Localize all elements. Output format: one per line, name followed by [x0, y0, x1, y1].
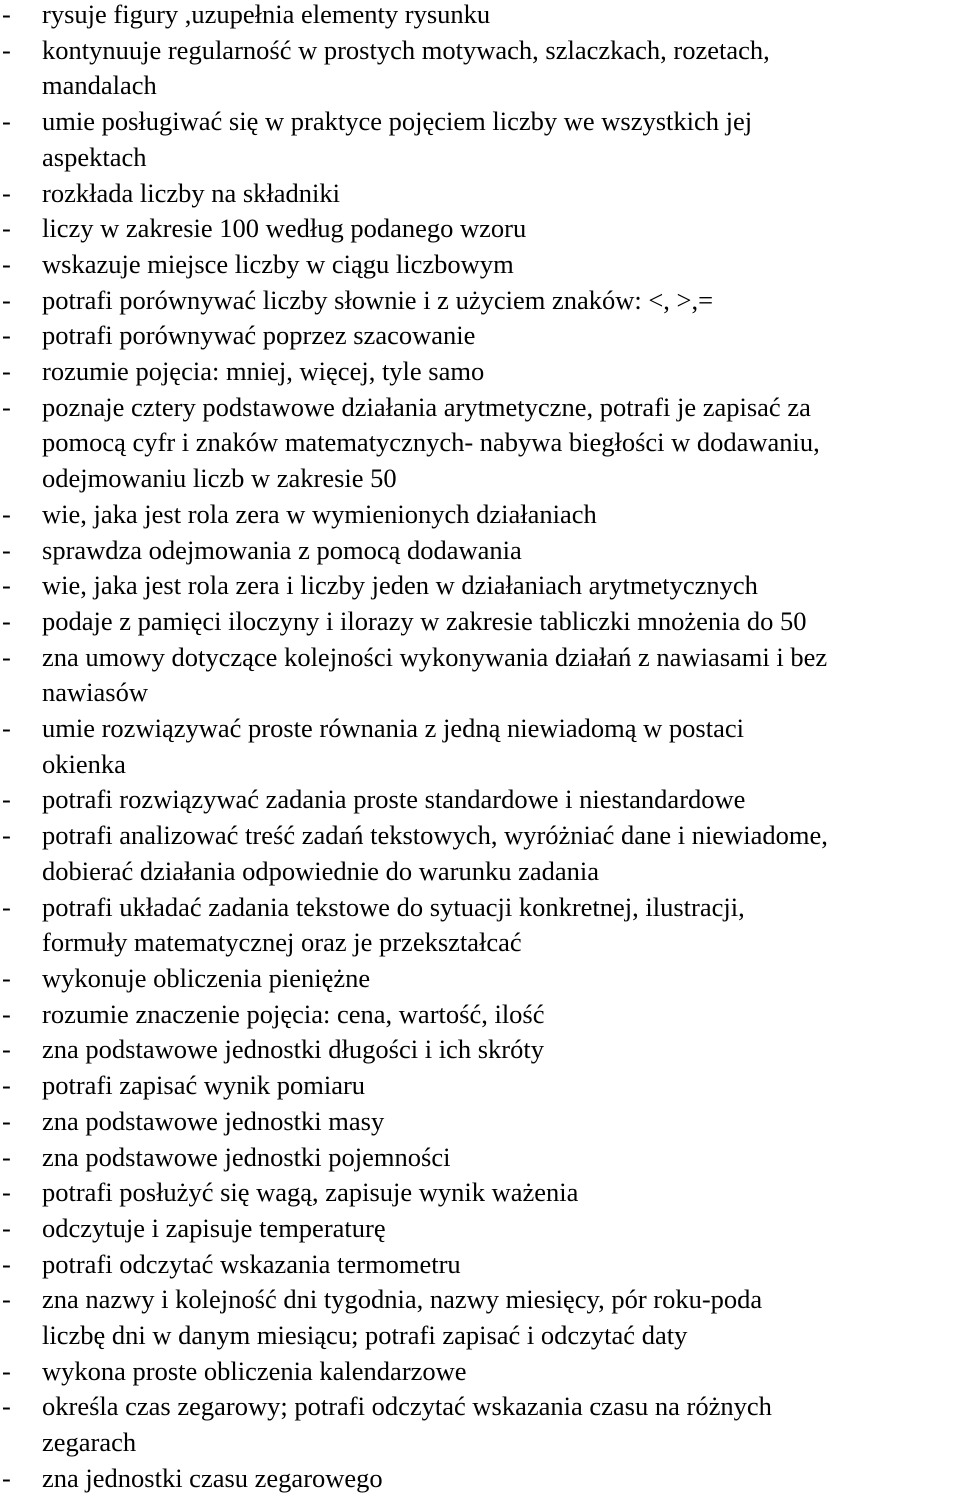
text-line: zegarach	[42, 1427, 137, 1458]
text-line: potrafi analizować treść zadań tekstowych, wyróżniać dane i niewiadome,	[42, 820, 828, 851]
list-item	[0, 318, 960, 354]
list-item	[0, 711, 960, 782]
list-item-text	[42, 1389, 960, 1460]
list-item	[0, 1389, 960, 1460]
text-line: formuły matematycznej oraz je przekształcać	[42, 927, 522, 958]
bullet-dash: -	[2, 1284, 11, 1315]
list-item	[0, 0, 960, 33]
bullet-dash: -	[2, 356, 11, 387]
text-line: potrafi posłużyć się wagą, zapisuje wynik ważenia	[42, 1177, 579, 1208]
text-line: liczbę dni w danym miesiącu; potrafi zapisać i odczytać daty	[42, 1320, 688, 1351]
list-item	[0, 104, 960, 175]
list-item	[0, 890, 960, 961]
list-item-text	[42, 997, 960, 1033]
list-item-text	[42, 1282, 960, 1353]
text-line: nawiasów	[42, 677, 148, 708]
list-item	[0, 283, 960, 319]
list-item	[0, 1032, 960, 1068]
text-line: umie posługiwać się w praktyce pojęciem liczby we wszystkich jej	[42, 106, 753, 137]
list-item	[0, 782, 960, 818]
text-line: zna nazwy i kolejność dni tygodnia, nazwy miesięcy, pór roku-poda	[42, 1284, 763, 1315]
list-item-text	[42, 247, 960, 283]
list-item-text	[42, 211, 960, 247]
text-line: zna podstawowe jednostki pojemności	[42, 1141, 451, 1172]
list-item	[0, 604, 960, 640]
bullet-dash: -	[2, 570, 11, 601]
bullet-dash: -	[2, 891, 11, 922]
text-line: określa czas zegarowy; potrafi odczytać wskazania czasu na różnych	[42, 1391, 772, 1422]
bullet-dash: -	[2, 1462, 11, 1493]
text-line: wie, jaka jest rola zera i liczby jeden w działaniach arytmetycznych	[42, 570, 758, 601]
list-item-text	[42, 1247, 960, 1283]
list-item	[0, 1068, 960, 1104]
text-line: wykona proste obliczenia kalendarzowe	[42, 1355, 467, 1386]
list-item-text	[42, 354, 960, 390]
bullet-dash: -	[2, 177, 11, 208]
bullet-dash: -	[2, 1355, 11, 1386]
bullet-dash: -	[2, 248, 11, 279]
bullet-dash: -	[2, 106, 11, 137]
list-item-text	[42, 818, 960, 889]
text-line: aspektach	[42, 141, 147, 172]
bullet-dash: -	[2, 820, 11, 851]
text-line: zna podstawowe jednostki masy	[42, 1105, 385, 1136]
list-item-text	[42, 782, 960, 818]
bullet-dash: -	[2, 962, 11, 993]
text-line: liczy w zakresie 100 według podanego wzoru	[42, 213, 527, 244]
text-line: potrafi układać zadania tekstowe do sytuacji konkretnej, ilustracji,	[42, 891, 745, 922]
list-item	[0, 568, 960, 604]
list-item-text	[42, 1354, 960, 1390]
list-item	[0, 1175, 960, 1211]
list-item	[0, 497, 960, 533]
text-line: wskazuje miejsce liczby w ciągu liczbowym	[42, 248, 514, 279]
bullet-dash: -	[2, 0, 11, 29]
bullet-dash: -	[2, 1141, 11, 1172]
text-line: zna podstawowe jednostki długości i ich skróty	[42, 1034, 544, 1065]
list-item-text	[42, 568, 960, 604]
list-item	[0, 1211, 960, 1247]
bullet-dash: -	[2, 713, 11, 744]
list-item-text	[42, 283, 960, 319]
text-line: rozumie pojęcia: mniej, więcej, tyle samo	[42, 356, 485, 387]
list-item-text	[42, 1211, 960, 1247]
text-line: mandalach	[42, 70, 157, 101]
bullet-dash: -	[2, 391, 11, 422]
text-line: wykonuje obliczenia pieniężne	[42, 962, 371, 993]
list-item-text	[42, 1068, 960, 1104]
text-line: umie rozwiązywać proste równania z jedną niewiadomą w postaci	[42, 713, 744, 744]
text-line: pomocą cyfr i znaków matematycznych- nabywa biegłości w dodawaniu,	[42, 427, 820, 458]
list-item	[0, 961, 960, 997]
text-line: okienka	[42, 748, 126, 779]
list-item-text	[42, 961, 960, 997]
text-line: kontynuuje regularność w prostych motywach, szlaczkach, rozetach,	[42, 34, 770, 65]
text-line: odczytuje i zapisuje temperaturę	[42, 1212, 386, 1243]
bullet-dash: -	[2, 641, 11, 672]
text-line: potrafi porównywać poprzez szacowanie	[42, 320, 476, 351]
list-item-text	[42, 1032, 960, 1068]
bullet-dash: -	[2, 1177, 11, 1208]
list-item	[0, 390, 960, 497]
list-item-text	[42, 1461, 960, 1497]
list-item-text	[42, 640, 960, 711]
bullet-dash: -	[2, 1070, 11, 1101]
text-line: potrafi zapisać wynik pomiaru	[42, 1070, 366, 1101]
list-item	[0, 1140, 960, 1176]
bullet-dash: -	[2, 1391, 11, 1422]
text-line: odejmowaniu liczb w zakresie 50	[42, 463, 397, 494]
bullet-dash: -	[2, 534, 11, 565]
bullet-dash: -	[2, 498, 11, 529]
text-line: rysuje figury ,uzupełnia elementy rysunku	[42, 0, 491, 29]
list-item	[0, 640, 960, 711]
text-line: zna jednostki czasu zegarowego	[42, 1462, 383, 1493]
list-item-text	[42, 0, 960, 33]
list-item	[0, 1282, 960, 1353]
text-line: dobierać działania odpowiednie do warunku zadania	[42, 855, 600, 886]
bullet-dash: -	[2, 284, 11, 315]
list-item-text	[42, 533, 960, 569]
list-item-text	[42, 1140, 960, 1176]
list-item	[0, 211, 960, 247]
bullet-dash: -	[2, 1034, 11, 1065]
list-item-text	[42, 1175, 960, 1211]
text-line: zna umowy dotyczące kolejności wykonywania działań z nawiasami i bez	[42, 641, 828, 672]
list-item-text	[42, 497, 960, 533]
text-line: poznaje cztery podstawowe działania arytmetyczne, potrafi je zapisać za	[42, 391, 811, 422]
bullet-dash: -	[2, 320, 11, 351]
list-item-text	[42, 1104, 960, 1140]
list-item	[0, 997, 960, 1033]
list-item	[0, 1461, 960, 1497]
bullet-dash: -	[2, 998, 11, 1029]
list-item	[0, 1104, 960, 1140]
bullet-dash: -	[2, 1212, 11, 1243]
list-item	[0, 176, 960, 212]
list-item-text	[42, 318, 960, 354]
bullet-dash: -	[2, 213, 11, 244]
text-line: potrafi odczytać wskazania termometru	[42, 1248, 461, 1279]
list-item	[0, 1354, 960, 1390]
list-item-text	[42, 33, 960, 104]
list-item-text	[42, 604, 960, 640]
list-item	[0, 533, 960, 569]
bullet-dash: -	[2, 1248, 11, 1279]
bullet-dash: -	[2, 784, 11, 815]
bullet-dash: -	[2, 1105, 11, 1136]
list-item-text	[42, 890, 960, 961]
text-line: podaje z pamięci iloczyny i ilorazy w zakresie tabliczki mnożenia do 50	[42, 605, 807, 636]
list-item	[0, 354, 960, 390]
list-item-text	[42, 711, 960, 782]
text-line: potrafi porównywać liczby słownie i z użyciem znaków: <, >,=	[42, 284, 714, 315]
bullet-dash: -	[2, 605, 11, 636]
text-line: sprawdza odejmowania z pomocą dodawania	[42, 534, 522, 565]
list-item-text	[42, 390, 960, 497]
list-item	[0, 33, 960, 104]
text-line: wie, jaka jest rola zera w wymienionych działaniach	[42, 498, 597, 529]
text-line: rozumie znaczenie pojęcia: cena, wartość, ilość	[42, 998, 545, 1029]
list-item	[0, 1247, 960, 1283]
list-item-text	[42, 176, 960, 212]
text-line: potrafi rozwiązywać zadania proste standardowe i niestandardowe	[42, 784, 746, 815]
list-item	[0, 818, 960, 889]
text-line: rozkłada liczby na składniki	[42, 177, 341, 208]
list-item	[0, 247, 960, 283]
bullet-dash: -	[2, 34, 11, 65]
list-item-text	[42, 104, 960, 175]
